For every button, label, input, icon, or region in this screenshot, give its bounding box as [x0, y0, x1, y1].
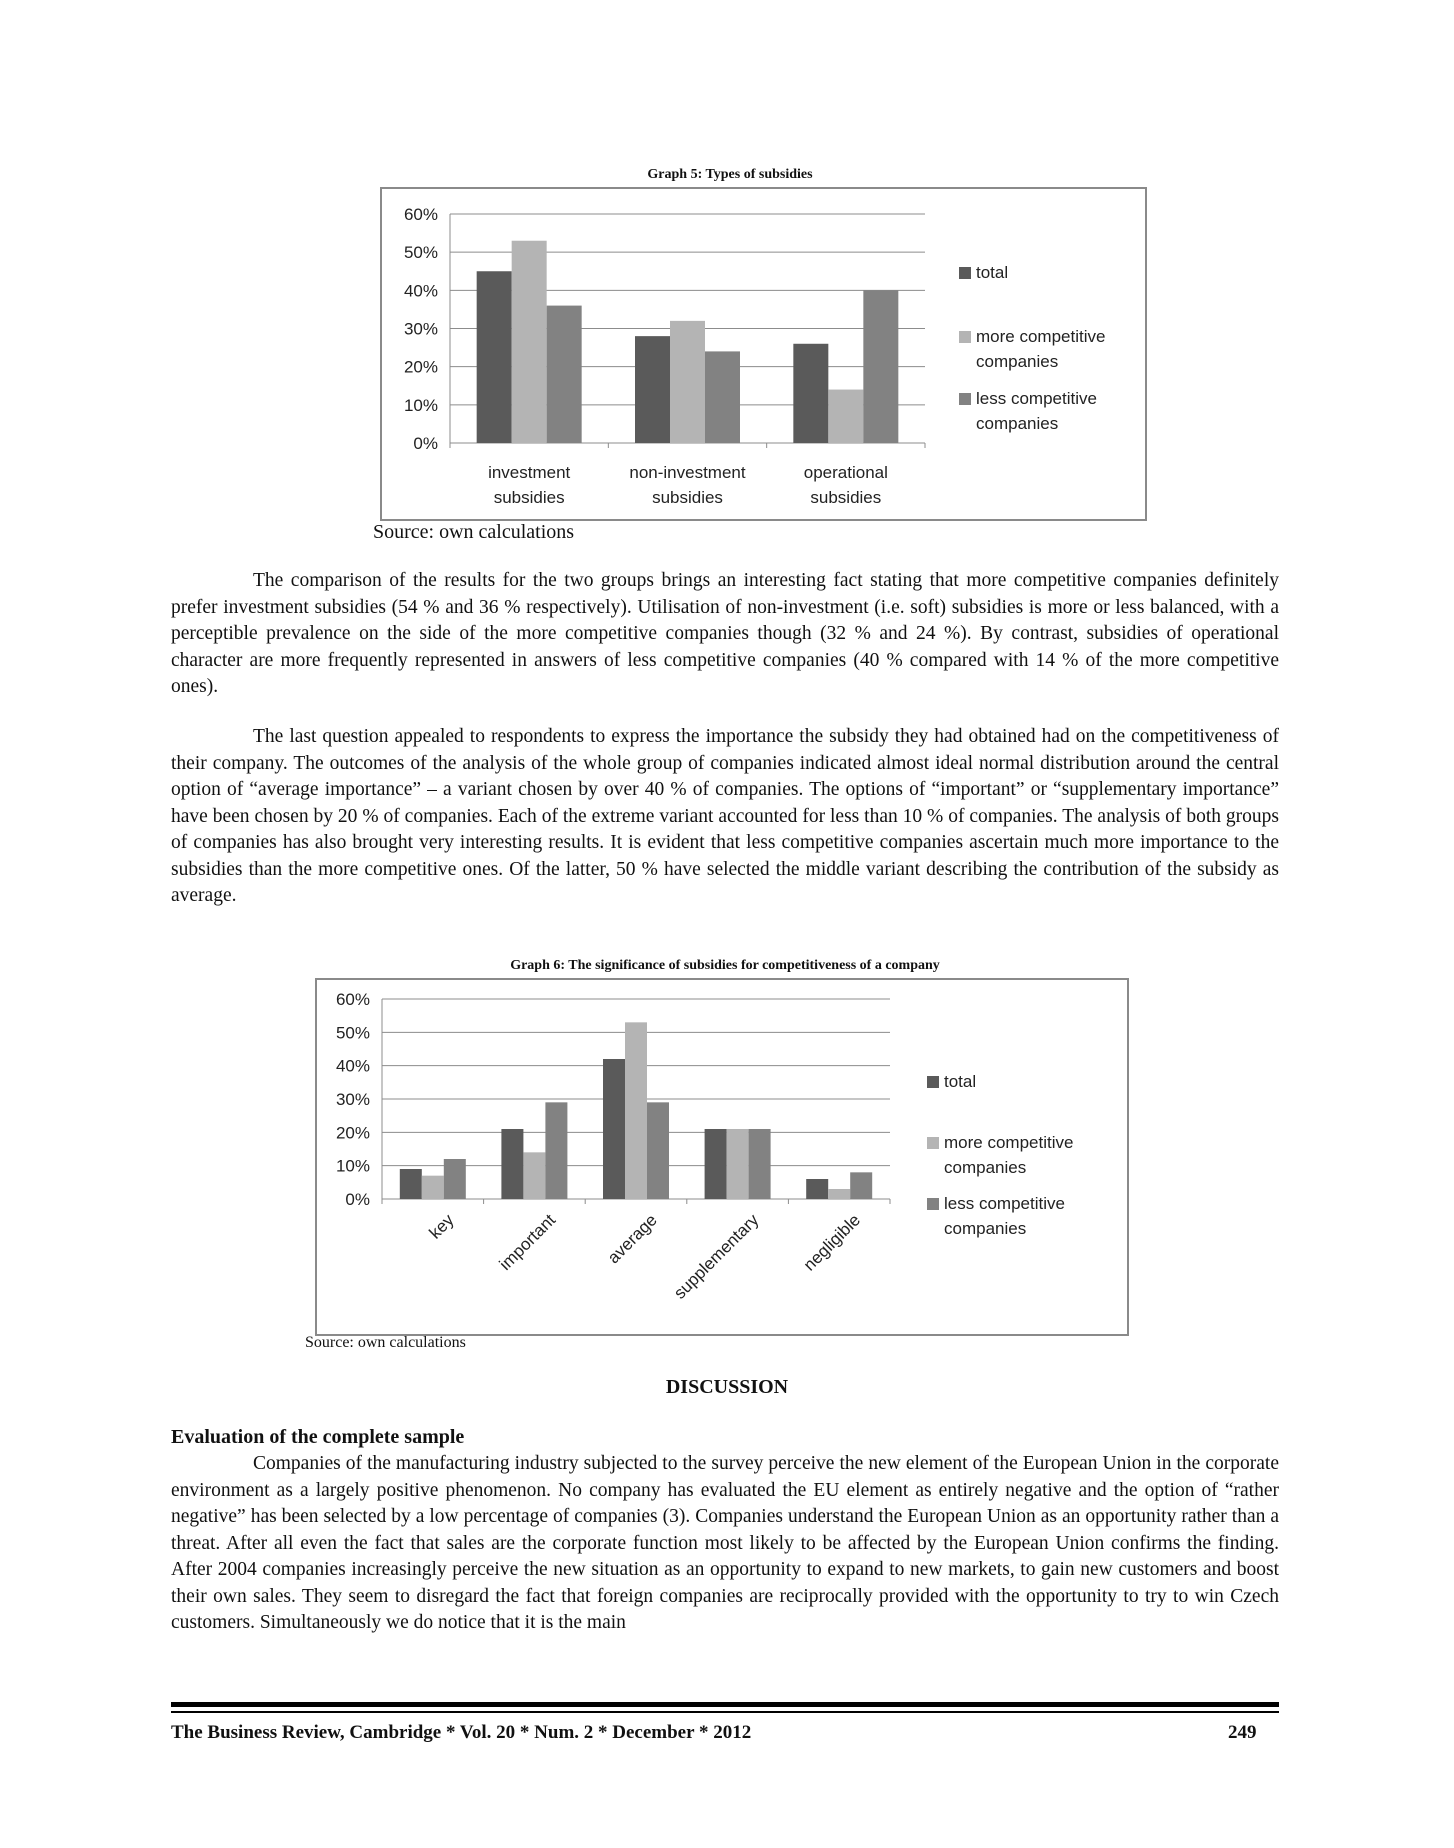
bar [422, 1176, 444, 1199]
legend-label: total [944, 1072, 977, 1091]
bar [625, 1022, 647, 1199]
y-tick-label: 30% [335, 1090, 370, 1109]
graph6-svg [317, 980, 1127, 1334]
x-category-label: subsidies [652, 488, 723, 507]
y-tick-label: 50% [335, 1023, 370, 1043]
paragraph-3: Companies of the manufacturing industry subjected to the survey perceive the new element of the European Union in the corporate environment as a largely positive phenomenon. No company has evaluated the EU element as entirely negative and the option of “rather negative” has been selected by a low percentage of companies (3). Companies understand the European Union as an opportunity rather than a threat. After all even the fact that sales are the corporate function most likely to be affected by the European Union confirms the finding. After 2004 companies increasingly perceive the new situation as an opportunity to expand to new markets, to gain new customers and boost their own sales. They seem to disregard the fact that foreign companies are reciprocally provided with the opportunity to try to win Czech customers. Simultaneously we do notice that it is the main [171, 1453, 1279, 1633]
x-category-label: supplementary [670, 1210, 763, 1303]
legend-swatch [959, 331, 971, 343]
page-number: 249 [1228, 1722, 1257, 1743]
y-tick-label: 0% [345, 1190, 370, 1209]
y-tick-label: 60% [403, 205, 438, 224]
bar [501, 1129, 523, 1199]
y-tick-label: 20% [403, 357, 438, 377]
legend-label: less competitive [944, 1194, 1065, 1213]
bar [547, 306, 582, 443]
x-category-label: investment [488, 463, 571, 482]
bar [444, 1159, 466, 1199]
bar [793, 344, 828, 443]
y-tick-label: 10% [403, 395, 438, 415]
bar [512, 241, 547, 443]
x-category-label: operational [803, 463, 888, 482]
legend-label: less competitive [976, 389, 1097, 408]
bar [705, 1129, 727, 1199]
evaluation-subheading: Evaluation of the complete sample [171, 1426, 465, 1448]
bar [727, 1129, 749, 1199]
y-tick-label: 40% [335, 1056, 370, 1076]
legend-swatch [959, 267, 971, 279]
bar [400, 1169, 422, 1199]
legend-label: companies [944, 1219, 1027, 1238]
footer-journal: The Business Review, Cambridge * Vol. 20 * Num. 2 * December * 2012 [171, 1722, 752, 1743]
bar [477, 271, 512, 443]
legend-swatch [927, 1198, 939, 1210]
bar [647, 1102, 669, 1199]
legend-label: companies [976, 352, 1059, 371]
bar [828, 1189, 850, 1199]
paragraph-1: The comparison of the results for the two groups brings an interesting fact stating that more competitive companies definitely prefer investment subsidies (54 % and 36 % respectively). Utilisation of non-investment (i.e. soft) subsidies is more or less balanced, with a perceptible prevalence on the side of the more competitive companies though (32 % and 24 %). By contrast, subsidies of operational character are more frequently represented in answers of less competitive companies (40 % compared with 14 % of the more competitive ones). [171, 570, 1279, 697]
discussion-heading: DISCUSSION [665, 1376, 789, 1398]
graph5-source: Source: own calculations [373, 521, 575, 543]
x-category-label: important [495, 1210, 560, 1274]
paragraph-2: The last question appealed to respondents to express the importance the subsidy they had obtained had on the competitiveness of their company. The outcomes of the analysis of the whole group of companies indicated almost ideal normal distribution around the central option of “average importance” – a variant chosen by over 40 % of companies. The options of “important” or “supplementary importance” have been chosen by 20 % of companies. Each of the extreme variant accounted for less than 10 % of companies. The analysis of both groups of companies has also brought very interesting results. It is evident that less competitive companies ascertain much more importance to the subsidies than the more competitive ones. Of the latter, 50 % have selected the middle variant describing the contribution of the subsidy as average. [171, 726, 1279, 906]
bar [863, 290, 898, 443]
graph5-title: Graph 5: Types of subsidies [647, 167, 813, 182]
y-tick-label: 30% [403, 319, 438, 339]
y-tick-label: 10% [335, 1156, 370, 1176]
y-tick-label: 0% [413, 434, 438, 453]
x-category-label: non-investment [629, 463, 746, 482]
x-category-label: negligible [799, 1210, 865, 1275]
graph6-source: Source: own calculations [305, 1334, 466, 1351]
legend-label: more competitive [976, 327, 1106, 346]
bar [670, 321, 705, 443]
y-tick-label: 60% [335, 990, 370, 1009]
legend-label: more competitive [944, 1133, 1074, 1152]
legend-swatch [927, 1076, 939, 1088]
graph5-chart [380, 187, 1147, 521]
x-category-label: subsidies [810, 488, 882, 507]
graph5-svg [382, 189, 1145, 519]
bar [705, 351, 740, 443]
bar [828, 390, 863, 443]
x-category-label: subsidies [493, 488, 565, 507]
y-tick-label: 40% [403, 281, 438, 301]
legend-swatch [959, 393, 971, 405]
bar [749, 1129, 771, 1199]
legend-label: companies [976, 414, 1059, 433]
graph6-title: Graph 6: The significance of subsidies for competitiveness of a company [510, 958, 940, 973]
bar [850, 1172, 872, 1199]
x-category-label: key [425, 1210, 458, 1243]
bar [545, 1102, 567, 1199]
bar [635, 336, 670, 443]
footer-rule-thick [171, 1702, 1279, 1707]
y-tick-label: 20% [335, 1123, 370, 1143]
bar [806, 1179, 828, 1199]
bar [603, 1059, 625, 1199]
legend-label: companies [944, 1158, 1027, 1177]
legend-label: total [976, 263, 1009, 282]
legend-swatch [927, 1137, 939, 1149]
bar [523, 1152, 545, 1199]
graph6-chart [315, 978, 1129, 1336]
y-tick-label: 50% [403, 243, 438, 263]
footer-rule-thin [171, 1711, 1279, 1713]
x-category-label: average [603, 1210, 661, 1268]
